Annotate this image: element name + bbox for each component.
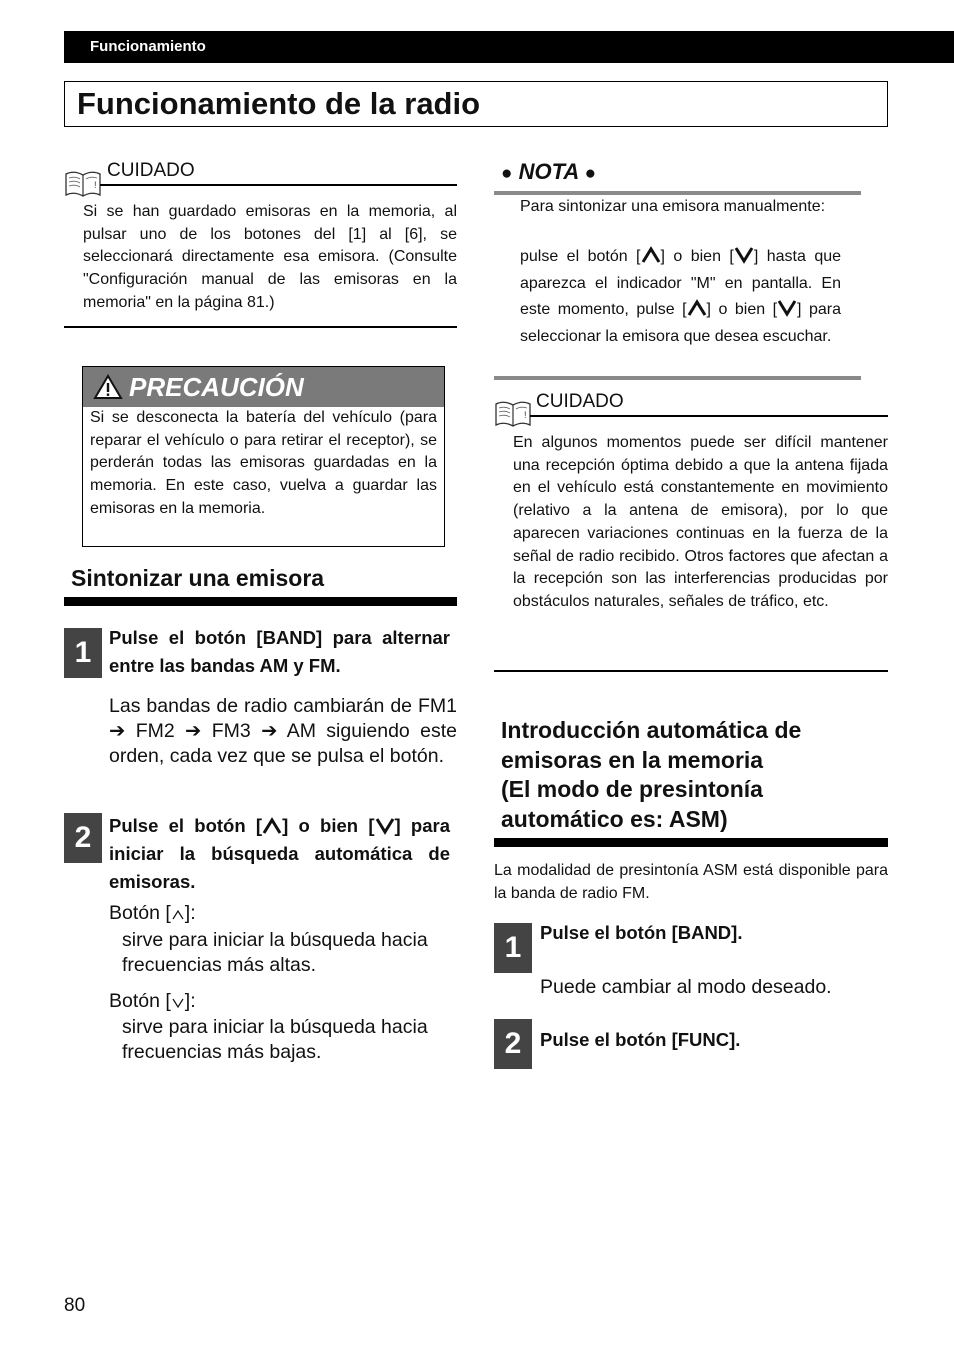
- arrow-up-icon: [641, 246, 661, 264]
- header-section: Funcionamiento: [90, 38, 206, 55]
- care-text-left: Si se han guardado emisoras en la memoria, al pulsar uno de los botones del [1] al [6], se seleccionará directamente esa emisora. (Consulte "Configuración manual de las emisoras en la memoria" en la página 81.): [83, 203, 457, 311]
- btn-prefix-down: Botón [: [109, 990, 171, 1012]
- book-icon: [494, 398, 532, 428]
- section-title-asm-line3: (El modo de presintonía: [501, 776, 763, 802]
- svg-text:!: !: [94, 180, 97, 190]
- btn-suffix-up: ]:: [184, 902, 196, 924]
- warning-label: PRECAUCIÓN: [129, 372, 304, 402]
- arrow-down-icon: [375, 817, 395, 835]
- warning-header: [83, 367, 444, 407]
- section-title-asm-line1: Introducción automática de: [501, 717, 802, 743]
- page-title: Funcionamiento de la radio: [77, 86, 481, 121]
- arrow-down-icon: [734, 246, 754, 264]
- care-label-right: CUIDADO: [536, 391, 624, 412]
- divider-right: [494, 670, 888, 672]
- step-1-body-left: Las bandas de radio cambiarán de FM1 ➔ FM2 ➔ FM3 ➔ AM siguiendo este orden, cada vez que se pulsa el botón.: [109, 695, 457, 767]
- care-label-left: CUIDADO: [107, 160, 195, 181]
- button-down-desc: sirve para iniciar la búsqueda hacia frecuencias más bajas.: [122, 1016, 428, 1063]
- section-title-asm-line4: automático es: ASM): [501, 805, 728, 832]
- bullet-icon: ●: [501, 163, 513, 184]
- btn-prefix-up: Botón [: [109, 902, 171, 924]
- arrow-up-small-icon: [171, 908, 185, 920]
- arrow-down-icon: [777, 299, 797, 317]
- step-1-text-left: Pulse el botón [BAND] para alternar entre las bandas AM y FM.: [109, 627, 450, 676]
- section-rule-asm: [494, 838, 888, 847]
- step-1-badge-left: 1: [64, 628, 102, 678]
- section-title-tune: Sintonizar una emisora: [71, 565, 325, 591]
- nota-text-2d: ] o bien [: [706, 301, 778, 318]
- button-up-desc: sirve para iniciar la búsqueda hacia frecuencias más altas.: [122, 929, 428, 976]
- arrow-up-icon: [687, 299, 707, 317]
- bullet-icon: ●: [584, 163, 597, 184]
- page-number: 80: [64, 1295, 86, 1316]
- arrow-up-icon: [262, 817, 282, 835]
- warning-triangle-icon: [93, 374, 123, 400]
- nota-text-2c: ] hasta que aparezca el indicador "M" en pantalla. En este momento, pulse [: [520, 248, 842, 318]
- divider-left: [64, 326, 457, 328]
- header-bar: [64, 31, 954, 63]
- care-underline-left: [100, 184, 457, 186]
- svg-text:!: !: [524, 410, 527, 420]
- button-up-label: [109, 901, 196, 926]
- warning-box: [82, 366, 445, 547]
- step-1-body-right: Puede cambiar al modo deseado.: [540, 976, 832, 998]
- btn-suffix-down: ]:: [184, 990, 196, 1012]
- asm-intro: La modalidad de presintonía ASM está disponible para la banda de radio FM.: [494, 862, 888, 902]
- step-2-badge-left: 2: [64, 813, 102, 863]
- nota-heading: [501, 159, 596, 185]
- book-icon: [64, 168, 102, 198]
- section-title-asm: [501, 716, 801, 834]
- nota-text-2b: ] o bien [: [660, 248, 734, 265]
- nota-text-1: Para sintonizar una emisora manualmente:: [520, 198, 826, 215]
- nota-label: NOTA: [518, 159, 579, 184]
- nota-text-2e: ] para seleccionar la emisora que desea escuchar.: [520, 301, 842, 345]
- nota-top-rule: [494, 191, 861, 195]
- nota-text-2a: pulse el botón [: [520, 248, 641, 265]
- nota-text-2: [520, 244, 841, 350]
- step-2-text-a: Pulse el botón [: [109, 815, 263, 836]
- step-2-text-c: ] para iniciar la búsqueda automática de emisoras.: [109, 815, 450, 892]
- nota-bottom-rule: [494, 376, 861, 380]
- step-2-text-right: Pulse el botón [FUNC].: [540, 1029, 741, 1050]
- step-2-text-left: [109, 812, 450, 896]
- care-underline-right: [530, 415, 888, 417]
- step-2-badge-right: 2: [494, 1019, 532, 1069]
- button-down-label: [109, 989, 196, 1014]
- page-title-box: [64, 81, 888, 127]
- section-title-asm-line2: emisoras en la memoria: [501, 746, 764, 773]
- step-1-text-right: Pulse el botón [BAND].: [540, 922, 743, 943]
- section-rule-tune: [64, 597, 457, 606]
- arrow-down-small-icon: [171, 996, 185, 1008]
- care-text-right: En algunos momentos puede ser difícil mantener una recepción óptima debido a que la antena fijada en el vehículo está constantemente en movimiento (relativo a la antena de emisora), por lo que aparecen variaciones continuas en la fuerza de la señal de radio recibido. Otros factores que afectan a la recepción son las interferencias producidas por obstáculos naturales, señales de tráfico, etc.: [513, 434, 888, 610]
- warning-text: Si se desconecta la batería del vehículo (para reparar el vehículo o para retirar el receptor), se perderán todas las emisoras guardadas en la memoria. En este caso, vuelva a guardar las emisoras en la memoria.: [90, 409, 437, 517]
- step-1-badge-right: 1: [494, 923, 532, 973]
- step-2-text-b: ] o bien [: [282, 815, 375, 836]
